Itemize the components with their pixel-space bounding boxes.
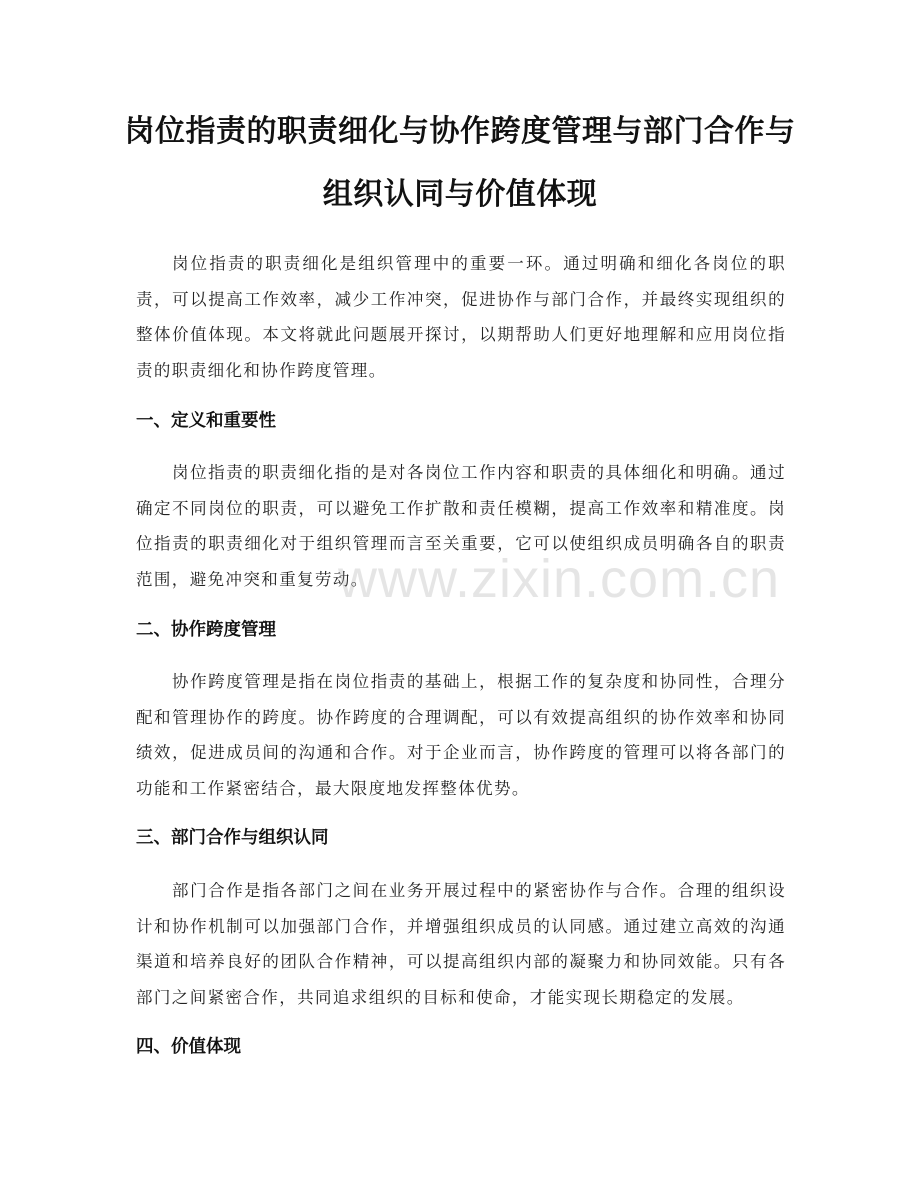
section-heading-3: 三、部门合作与组织认同 [136, 828, 329, 848]
section-heading-2: 二、协作跨度管理 [136, 620, 276, 640]
section-heading-4: 四、价值体现 [136, 1037, 241, 1057]
section-body-3: 部门合作是指各部门之间在业务开展过程中的紧密协作与合作。合理的组织设计和协作机制可以加强部门合作，并增强组织成员的认同感。通过建立高效的沟通渠道和培养良好的团队合作精神，可以提高组织内部的凝聚力和协同效能。只有各部门之间紧密合作，共同追求组织的目标和使命，才能实现长期稳定的发展。 [136, 881, 786, 1007]
document-title: 岗位指责的职责细化与协作跨度管理与部门合作与组织认同与价值体现 [124, 114, 796, 212]
section-body-1: 岗位指责的职责细化指的是对各岗位工作内容和职责的具体细化和明确。通过确定不同岗位的职责，可以避免工作扩散和责任模糊，提高工作效率和精准度。岗位指责的职责细化对于组织管理而言至关重要，它可以使组织成员明确各自的职责范围，避免冲突和重复劳动。 [136, 463, 786, 589]
section-heading-1: 一、定义和重要性 [136, 411, 276, 431]
watermark: www.zixin.com.cn [338, 549, 781, 609]
intro-paragraph: 岗位指责的职责细化是组织管理中的重要一环。通过明确和细化各岗位的职责，可以提高工作效率，减少工作冲突，促进协作与部门合作，并最终实现组织的整体价值体现。本文将就此问题展开探讨，以期帮助人们更好地理解和应用岗位指责的职责细化和协作跨度管理。 [136, 254, 786, 380]
section-body-2: 协作跨度管理是指在岗位指责的基础上，根据工作的复杂度和协同性，合理分配和管理协作的跨度。协作跨度的合理调配，可以有效提高组织的协作效率和协同绩效，促进成员间的沟通和合作。对于企业而言，协作跨度的管理可以将各部门的功能和工作紧密结合，最大限度地发挥整体优势。 [136, 672, 786, 798]
